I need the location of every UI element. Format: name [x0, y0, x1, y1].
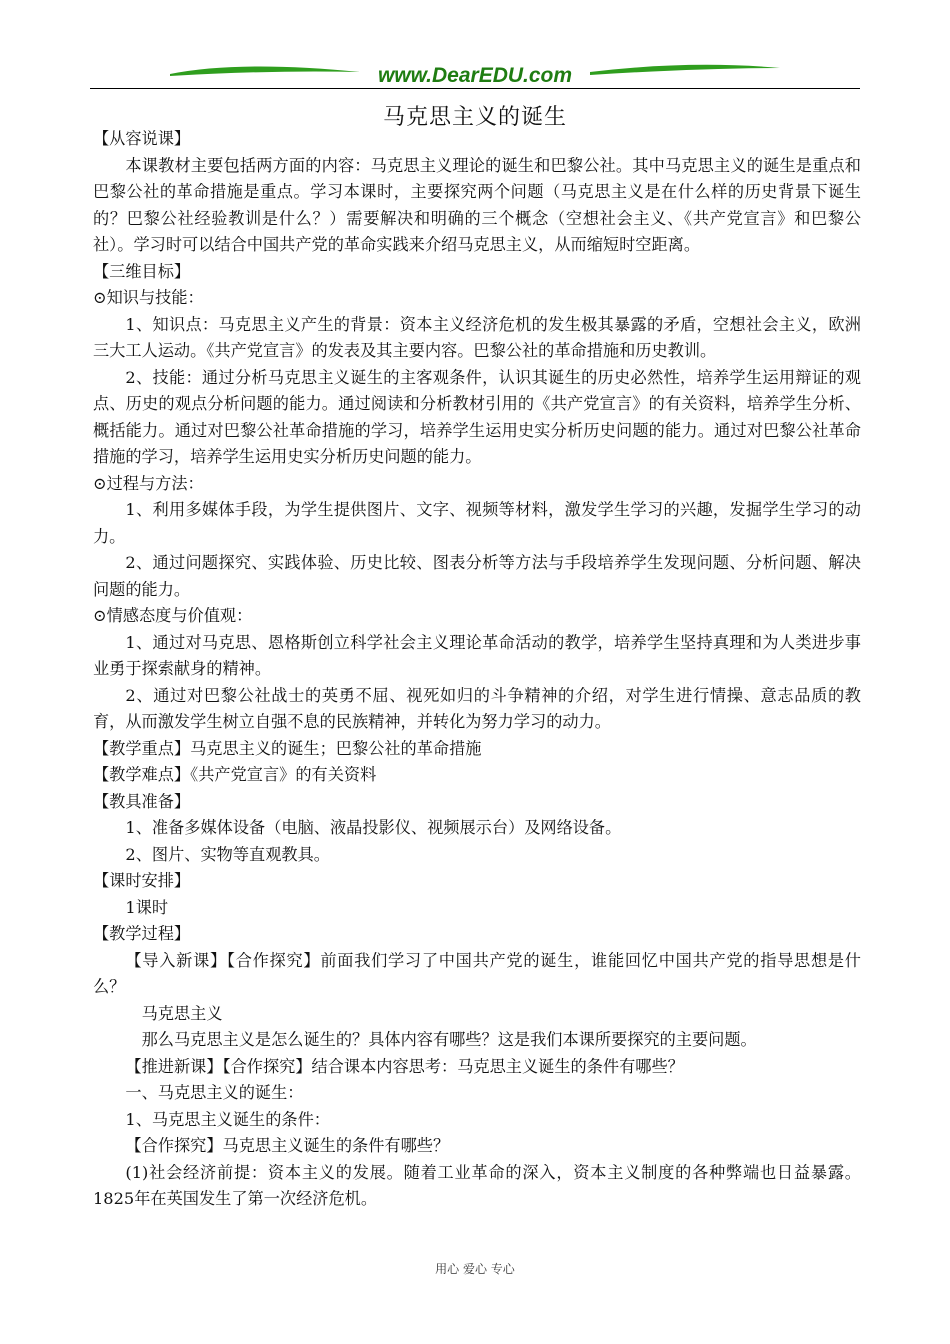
swoosh-logo	[90, 52, 860, 92]
document-body	[93, 126, 861, 1213]
paragraph: 1、通过对马克思、恩格斯创立科学社会主义理论革命活动的教学，培养学生坚持真理和为人类进步事业勇于探索献身的精神。	[93, 632, 861, 678]
section-heading: 【教具准备】	[93, 791, 191, 811]
section-subheading: 1、马克思主义诞生的条件：	[125, 1109, 330, 1129]
site-url-text: www.DearEDU.com	[377, 64, 573, 87]
right-swoosh	[590, 65, 780, 75]
answer-line: 马克思主义	[141, 1003, 223, 1023]
paragraph: 【导入新课】【合作探究】前面我们学习了中国共产党的诞生，谁能回忆中国共产党的指导思想是什么？	[93, 950, 861, 996]
paragraph: 2、通过对巴黎公社战士的英勇不屈、视死如归的斗争精神的介绍，对学生进行情操、意志品质的教育，从而激发学生树立自强不息的民族精神，并转化为努力学习的动力。	[93, 685, 861, 731]
section-heading: 【三维目标】	[93, 261, 191, 281]
site-header-banner	[90, 52, 860, 92]
paragraph: 【合作探究】马克思主义诞生的条件有哪些？	[125, 1136, 450, 1155]
paragraph: 【推进新课】【合作探究】结合课本内容思考：马克思主义诞生的条件有哪些？	[125, 1056, 684, 1076]
left-swoosh	[170, 66, 360, 76]
header-rule	[90, 88, 860, 89]
subsection-heading: ⊙过程与方法：	[93, 473, 204, 493]
section-heading: 【教学过程】	[93, 924, 191, 943]
document-title: 马克思主义的诞生	[382, 105, 567, 130]
paragraph: 1、知识点：马克思主义产生的背景：资本主义经济危机的发生极其暴露的矛盾，空想社会主义，欧洲三大工人运动。《共产党宣言》的发表及其主要内容。巴黎公社的革命措施和历史教训。	[93, 314, 861, 360]
subsection-heading: ⊙知识与技能：	[93, 288, 204, 307]
section-subheading: 一、马克思主义的诞生：	[125, 1083, 304, 1102]
paragraph: 本课教材主要包括两方面的内容：马克思主义理论的诞生和巴黎公社。其中马克思主义的诞生是重点和巴黎公社的革命措施是重点。学习本课时，主要探究两个问题（马克思主义是在什么样的历史背景下诞生的？巴黎公社经验教训是什么？）需要解决和明确的三个概念（空想社会主义、《共产党宣言》和巴黎公社）。学习时可以结合中国共产党的革命实践来介绍马克思主义，从而缩短时空距离。	[93, 155, 861, 254]
subsection-heading: ⊙情感态度与价值观：	[93, 606, 253, 625]
teaching-difficulty: 【教学难点】《共产党宣言》的有关资料	[93, 765, 377, 784]
paragraph: 2、技能：通过分析马克思主义诞生的主客观条件，认识其诞生的历史必然性，培养学生运用辩证的观点、历史的观点分析问题的能力。通过阅读和分析教材引用的《共产党宣言》的有关资料，培养学生分析、概括能力。通过对巴黎公社革命措施的学习，培养学生运用史实分析历史问题的能力。通过对巴黎公社革命措施的学习，培养学生运用史实分析历史问题的能力。	[93, 367, 861, 466]
paragraph: 1、利用多媒体手段，为学生提供图片、文字、视频等材料，激发学生学习的兴趣，发掘学生学习的动力。	[93, 500, 861, 546]
paragraph: (1)社会经济前提：资本主义的发展。随着工业革命的深入，资本主义制度的各种弊端也日益暴露。1825年在英国发生了第一次经济危机。	[93, 1162, 861, 1208]
list-item: 2、图片、实物等直观教具。	[125, 844, 330, 864]
teaching-focus: 【教学重点】马克思主义的诞生；巴黎公社的革命措施	[93, 738, 482, 758]
paragraph: 2、通过问题探究、实践体验、历史比较、图表分析等方法与手段培养学生发现问题、分析问题、解决问题的能力。	[93, 553, 861, 599]
paragraph: 那么马克思主义是怎么诞生的？具体内容有哪些？这是我们本课所要探究的主要问题。	[141, 1030, 757, 1049]
section-heading: 【从容说课】	[93, 129, 191, 148]
list-item: 1、准备多媒体设备（电脑、液晶投影仪、视频展示台）及网络设备。	[125, 818, 622, 837]
section-heading: 【课时安排】	[93, 871, 191, 890]
paragraph: 1课时	[125, 897, 169, 917]
page-footer: 用心 爱心 专心	[435, 1262, 515, 1276]
